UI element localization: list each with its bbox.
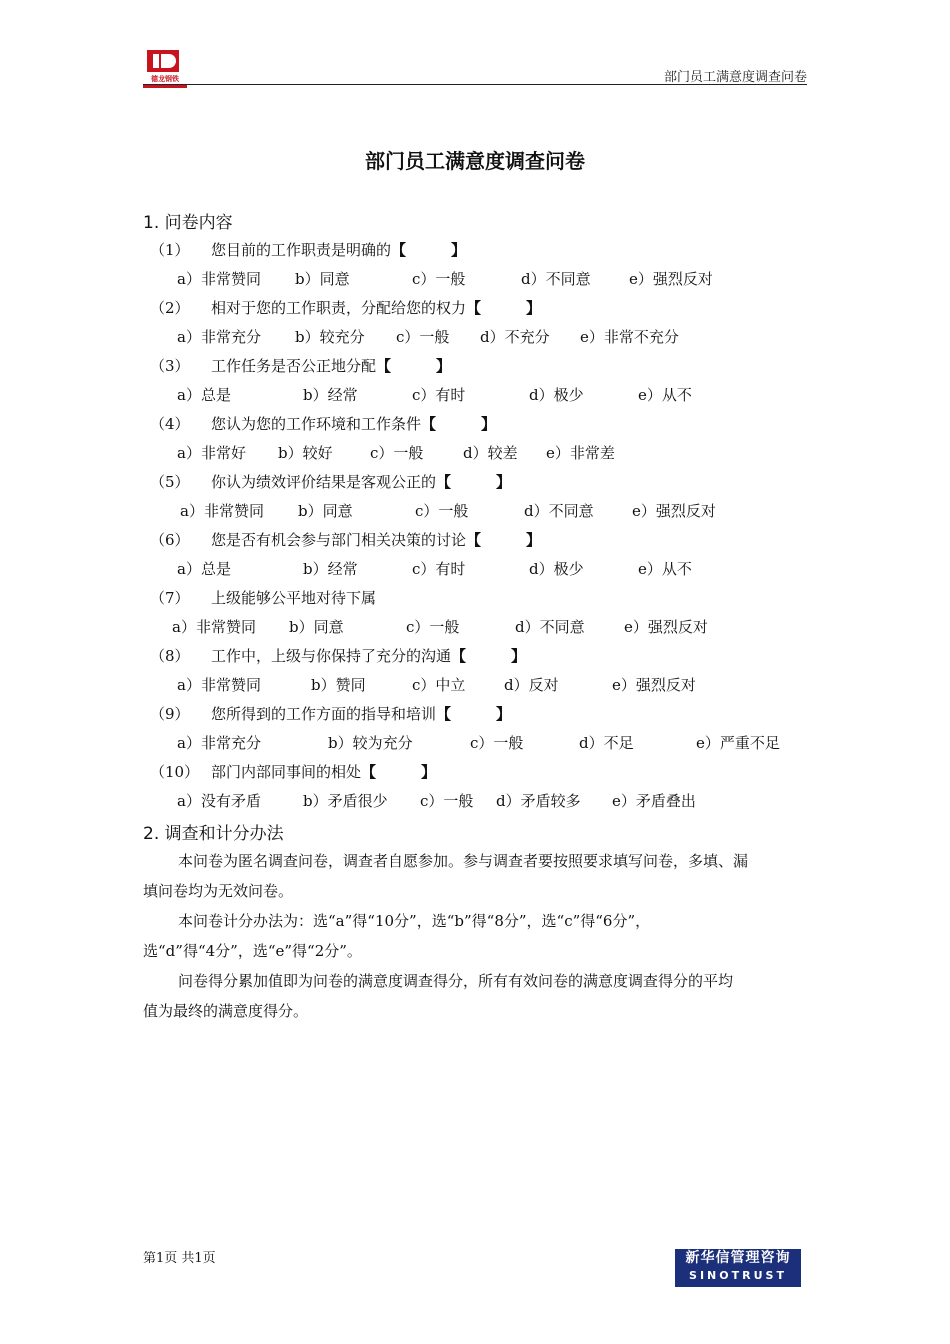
document-title: 部门员工满意度调查问卷 [365,149,585,173]
question-number: （1） [150,241,190,259]
option-b: b）较好 [278,444,333,462]
paragraph-line: 填问卷均为无效问卷。 [143,882,294,900]
option-e: e）非常不充分 [580,328,679,346]
option-c: c）一般 [396,328,450,346]
question-text: 您是否有机会参与部门相关决策的讨论【 】 [211,531,542,549]
paragraph-line: 本问卷为匿名调查问卷，调查者自愿参加。参与调查者要按照要求填写问卷，多填、漏 [178,852,749,870]
header-divider [143,84,807,85]
question-text: 上级能够公平地对待下属 [211,589,377,607]
option-b: b）经常 [303,560,358,578]
company-logo [143,50,187,88]
question-text: 您目前的工作职责是明确的【 】 [211,241,467,259]
option-d: d）矛盾较多 [496,792,581,810]
option-a: a）非常充分 [177,328,261,346]
question-text: 你认为绩效评价结果是客观公正的【 】 [211,473,512,491]
option-e: e）强烈反对 [612,676,696,694]
option-c: c）一般 [415,502,469,520]
option-d: d）不充分 [480,328,550,346]
question-text: 您所得到的工作方面的指导和培训【 】 [211,705,512,723]
question-number: （7） [150,589,190,607]
option-e: e）严重不足 [696,734,780,752]
option-e: e）矛盾叠出 [612,792,696,810]
answer-bracket: 【 】 [361,763,437,781]
option-b: b）较为充分 [328,734,413,752]
option-c: c）中立 [412,676,466,694]
paragraph-line: 值为最终的满意度得分。 [143,1002,309,1020]
option-a: a）非常赞同 [180,502,264,520]
option-b: b）同意 [295,270,350,288]
page-number: 第1页 共1页 [143,1251,216,1266]
option-e: e）强烈反对 [624,618,708,636]
sinotrust-logo [675,1249,801,1287]
option-c: c）有时 [412,386,466,404]
option-a: a）非常赞同 [177,676,261,694]
option-a: a）非常赞同 [177,270,261,288]
option-d: d）不同意 [515,618,585,636]
paragraph-line: 本问卷计分办法为：选“a”得“10分”，选“b”得“8分”，选“c”得“6分”， [178,912,651,930]
option-c: c）一般 [412,270,466,288]
option-d: d）极少 [529,560,584,578]
option-c: c）有时 [412,560,466,578]
option-e: e）强烈反对 [632,502,716,520]
header-title: 部门员工满意度调查问卷 [663,70,807,85]
option-b: b）同意 [298,502,353,520]
question-number: （5） [150,473,190,491]
option-d: d）较差 [463,444,518,462]
question-number: （4） [150,415,190,433]
option-c: c）一般 [470,734,524,752]
option-a: a）总是 [177,560,231,578]
option-d: d）反对 [504,676,559,694]
option-b: b）同意 [289,618,344,636]
option-d: d）不足 [579,734,634,752]
option-d: d）不同意 [524,502,594,520]
question-number: （2） [150,299,190,317]
option-a: a）总是 [177,386,231,404]
paragraph-line: 选“d”得“4分”，选“e”得“2分”。 [143,942,362,960]
question-number: （6） [150,531,190,549]
answer-bracket: 【 】 [391,241,467,259]
option-e: e）非常差 [546,444,615,462]
option-b: b）经常 [303,386,358,404]
option-b: b）矛盾很少 [303,792,388,810]
question-number: （9） [150,705,190,723]
option-e: e）从不 [638,560,692,578]
question-number: （8） [150,647,190,665]
answer-bracket: 【 】 [436,705,512,723]
option-c: c）一般 [420,792,474,810]
question-number: （10） [150,763,200,781]
answer-bracket: 【 】 [466,531,542,549]
answer-bracket: 【 】 [421,415,497,433]
option-d: d）不同意 [521,270,591,288]
answer-bracket: 【 】 [466,299,542,317]
section-heading-2: 2. 调查和计分办法 [143,824,284,844]
brand-cn: 新华信管理咨询 [685,1250,791,1266]
answer-bracket: 【 】 [436,473,512,491]
question-text: 您认为您的工作环境和工作条件【 】 [211,415,497,433]
option-a: a）非常赞同 [172,618,256,636]
answer-bracket: 【 】 [451,647,527,665]
question-number: （3） [150,357,190,375]
option-c: c）一般 [406,618,460,636]
svg-text:德龙钢铁: 德龙钢铁 [151,75,179,83]
option-b: b）较充分 [295,328,365,346]
option-b: b）赞同 [311,676,366,694]
section-heading-1: 1. 问卷内容 [143,213,233,233]
option-a: a）非常好 [177,444,246,462]
option-a: a）没有矛盾 [177,792,261,810]
question-text: 部门内部同事间的相处【 】 [211,763,437,781]
option-d: d）极少 [529,386,584,404]
answer-bracket: 【 】 [376,357,452,375]
brand-en: SINOTRUST [689,1269,787,1282]
option-e: e）从不 [638,386,692,404]
question-text: 工作任务是否公正地分配【 】 [211,357,452,375]
option-c: c）一般 [370,444,424,462]
option-a: a）非常充分 [177,734,261,752]
question-text: 工作中，上级与你保持了充分的沟通【 】 [211,647,527,665]
paragraph-line: 问卷得分累加值即为问卷的满意度调查得分，所有有效问卷的满意度调查得分的平均 [178,972,734,990]
option-e: e）强烈反对 [629,270,713,288]
question-text: 相对于您的工作职责，分配给您的权力【 】 [211,299,542,317]
